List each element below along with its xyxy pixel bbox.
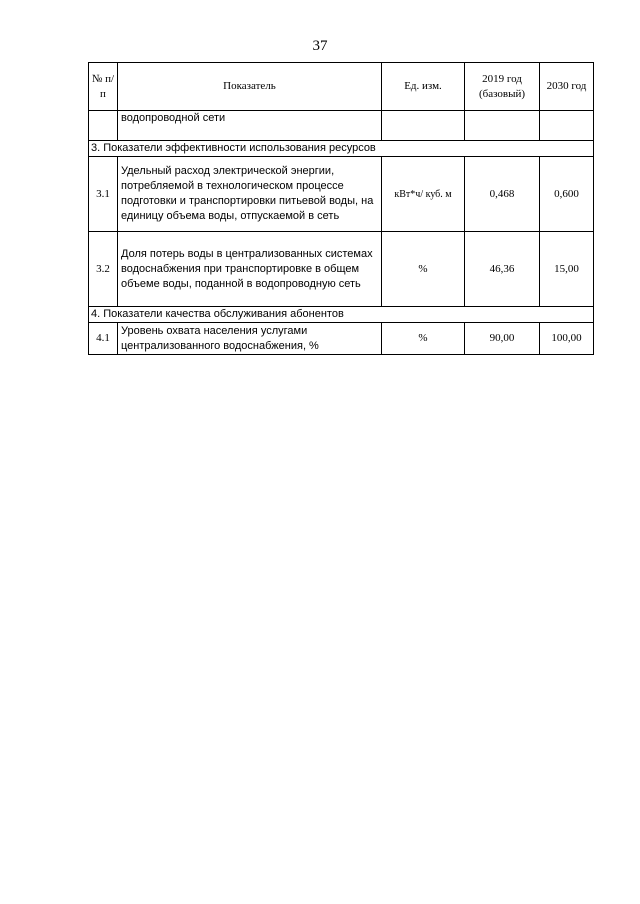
cell-base: 90,00 — [465, 323, 540, 355]
cell-num — [89, 111, 118, 141]
page-number: 37 — [312, 38, 328, 54]
cell-target: 0,600 — [540, 157, 594, 232]
indicators-table — [88, 62, 594, 355]
section-title: 4. Показатели качества обслуживания абонентов — [89, 307, 594, 323]
cell-base: 0,468 — [465, 157, 540, 232]
cell-name: Удельный расход электрической энергии, потребляемой в технологическом процессе подготовки и транспортировки питьевой воды, на единицу объема воды, отпускаемой в сеть — [118, 157, 382, 232]
header-target-year: 2030 год — [540, 63, 594, 111]
cell-num: 4.1 — [89, 323, 118, 355]
cell-unit: кВт*ч/ куб. м — [382, 157, 465, 232]
cell-target: 100,00 — [540, 323, 594, 355]
cell-target — [540, 111, 594, 141]
cell-name: Доля потерь воды в централизованных системах водоснабжения при транспортировке в общем объеме воды, поданной в водопроводную сеть — [118, 232, 382, 307]
cell-base: 46,36 — [465, 232, 540, 307]
cell-base — [465, 111, 540, 141]
section-row-3 — [89, 141, 594, 157]
cell-name: водопроводной сети — [118, 111, 382, 141]
cell-unit: % — [382, 232, 465, 307]
cell-unit: % — [382, 323, 465, 355]
table-row — [89, 232, 594, 307]
section-row-4 — [89, 307, 594, 323]
header-name: Показатель — [118, 63, 382, 111]
cell-num: 3.1 — [89, 157, 118, 232]
cell-name: Уровень охвата населения услугами централизованного водоснабжения, % — [118, 323, 382, 355]
cell-num: 3.2 — [89, 232, 118, 307]
header-unit: Ед. изм. — [382, 63, 465, 111]
table-row — [89, 157, 594, 232]
header-base-year: 2019 год (базовый) — [465, 63, 540, 111]
table-row — [89, 323, 594, 355]
section-title: 3. Показатели эффективности использования ресурсов — [89, 141, 594, 157]
header-num: № п/п — [89, 63, 118, 111]
cell-unit — [382, 111, 465, 141]
table-row-continuation — [89, 111, 594, 141]
table-header-row — [89, 63, 594, 111]
cell-target: 15,00 — [540, 232, 594, 307]
